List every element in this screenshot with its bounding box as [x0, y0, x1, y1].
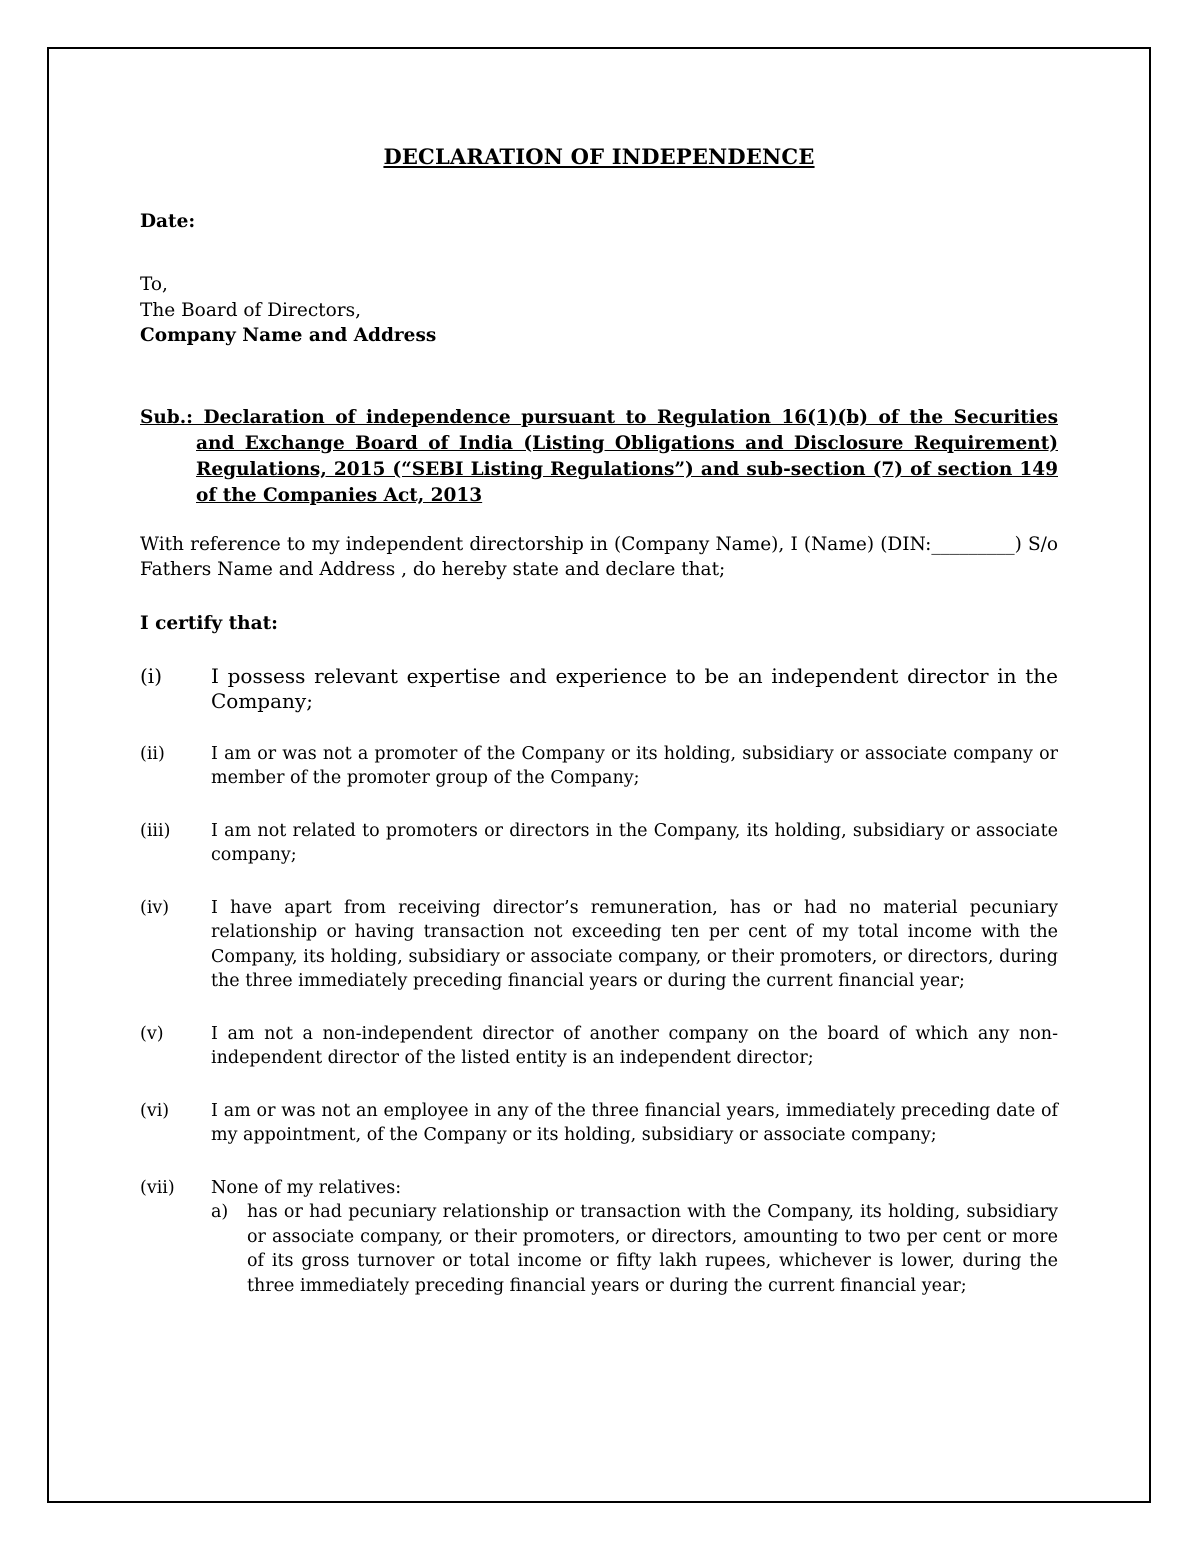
list-item [140, 1099, 1058, 1148]
item-text: I possess relevant expertise and experience to be an independent director in the Company; [211, 663, 1058, 713]
certify-heading: I certify that: [140, 612, 278, 634]
item-number: (vi) [140, 1100, 170, 1121]
address-company: Company Name and Address [140, 325, 437, 346]
subject-line: Sub.: Declaration of independence pursuant to Regulation 16(1)(b) of the Securities and Exchange Board of India (Listing Obligations and Disclosure Requirement) Regulations, 2015 (“SEBI Listing Regulations”) and sub-section (7) of section 149 of the Companies Act, 2013 [140, 406, 1058, 506]
item-number: (v) [140, 1023, 164, 1044]
intro-paragraph: With reference to my independent directorship in (Company Name), I (Name) (DIN:_________) S/o Fathers Name and Address , do hereby state and declare that; [140, 533, 1058, 580]
item-text: I have apart from receiving director’s remuneration, has or had no material pecuniary relationship or having transaction not exceeding ten per cent of my total income with the Company, its holding, subsidiary or associate company, or their promoters, or directors, during the three immediately preceding financial years or during the current financial year; [211, 897, 1058, 991]
item-number: (vii) [140, 1177, 175, 1198]
item-number: (iii) [140, 820, 171, 841]
address-board: The Board of Directors, [140, 299, 361, 321]
date-label: Date: [140, 211, 196, 232]
list-item [140, 742, 1058, 791]
sub-item-text: has or had pecuniary relationship or transaction with the Company, its holding, subsidiary or associate company, or their promoters, or directors, amounting to two per cent or more of its gross turnover or total income or fifty lakh rupees, whichever is lower, during the three immediately preceding financial years or during the current financial year; [247, 1202, 1058, 1296]
item-text: I am or was not a promoter of the Company or its holding, subsidiary or associate company or member of the promoter group of the Company; [211, 743, 1058, 788]
item-text: None of my relatives: [211, 1177, 402, 1198]
list-item [140, 1176, 1058, 1299]
item-number: (ii) [140, 743, 165, 764]
address-block [140, 272, 1058, 349]
item-text: I am not a non-independent director of another company on the board of which any non-independent director of the listed entity is an independent director; [211, 1023, 1058, 1068]
document-title: DECLARATION OF INDEPENDENCE [383, 144, 815, 169]
document-body [140, 140, 1058, 1298]
sub-item-letter: a) [211, 1202, 229, 1222]
item-text: I am or was not an employee in any of the three financial years, immediately preceding date of my appointment, of the Company or its holding, subsidiary or associate company; [211, 1100, 1058, 1145]
item-text: I am not related to promoters or directors in the Company, its holding, subsidiary or associate company; [211, 820, 1058, 865]
item-number: (i) [140, 663, 163, 688]
sub-list-item [211, 1200, 1058, 1298]
list-item [140, 1022, 1058, 1071]
address-to: To, [140, 274, 168, 295]
list-item [140, 896, 1058, 994]
list-item [140, 664, 1058, 714]
list-item [140, 819, 1058, 868]
item-number: (iv) [140, 897, 170, 918]
